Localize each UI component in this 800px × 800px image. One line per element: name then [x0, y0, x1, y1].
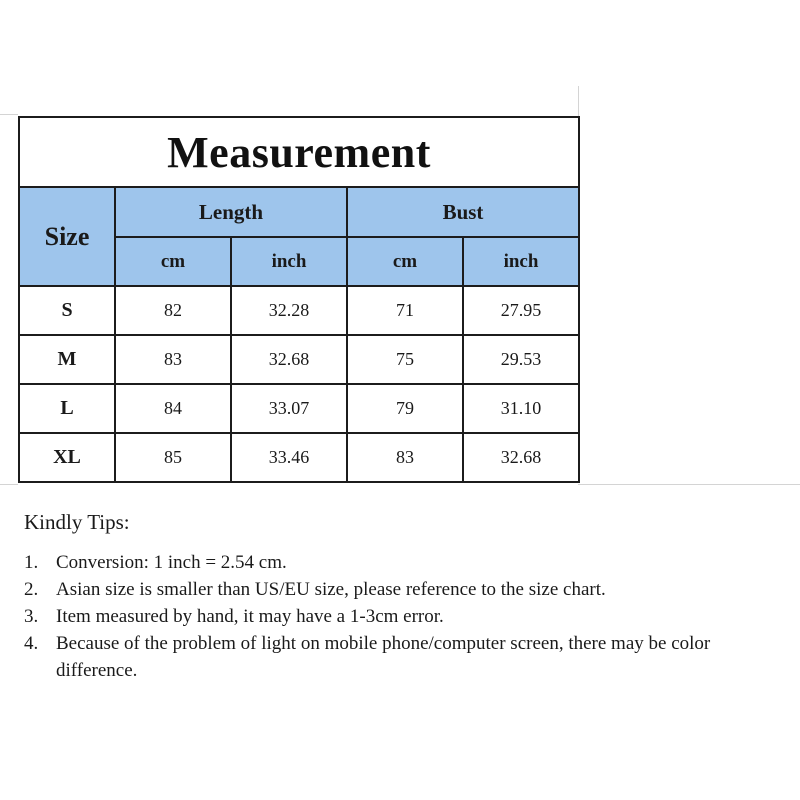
tips-title: Kindly Tips: — [24, 510, 130, 534]
size-cell: XL — [19, 433, 115, 482]
list-text: Because of the problem of light on mobile phone/computer screen, there may be color difference. — [56, 633, 711, 681]
grid-line — [578, 484, 800, 485]
list-text: Asian size is smaller than US/EU size, please reference to the size chart. — [56, 579, 606, 600]
length-inch-cell: 32.28 — [231, 286, 347, 335]
list-item — [24, 549, 794, 576]
length-inch-header: inch — [231, 237, 347, 286]
length-inch-cell: 33.07 — [231, 384, 347, 433]
table-row — [19, 286, 579, 335]
length-cm-cell: 83 — [115, 335, 231, 384]
grid-line — [0, 114, 18, 115]
length-header: Length — [115, 187, 347, 237]
bust-cm-header: cm — [347, 237, 463, 286]
list-number: 4. — [24, 633, 39, 654]
bust-header: Bust — [347, 187, 579, 237]
bust-inch-cell: 31.10 — [463, 384, 579, 433]
list-number: 2. — [24, 579, 39, 600]
list-item — [24, 630, 794, 684]
list-text: Conversion: 1 inch = 2.54 cm. — [56, 552, 287, 573]
length-cm-cell: 84 — [115, 384, 231, 433]
size-chart-table — [18, 116, 580, 483]
list-number: 1. — [24, 552, 39, 573]
size-cell: S — [19, 286, 115, 335]
bust-inch-cell: 32.68 — [463, 433, 579, 482]
length-inch-cell: 32.68 — [231, 335, 347, 384]
list-item — [24, 576, 794, 603]
length-cm-cell: 85 — [115, 433, 231, 482]
bust-inch-cell: 27.95 — [463, 286, 579, 335]
grid-line — [578, 86, 579, 116]
list-number: 3. — [24, 606, 39, 627]
bust-cm-cell: 79 — [347, 384, 463, 433]
grid-line — [0, 484, 18, 485]
table-row — [19, 433, 579, 482]
size-header: Size — [19, 187, 115, 286]
length-inch-cell: 33.46 — [231, 433, 347, 482]
table-row — [19, 384, 579, 433]
list-text: Item measured by hand, it may have a 1-3cm error. — [56, 606, 444, 627]
tips-list — [24, 549, 794, 684]
table-title: Measurement — [19, 117, 579, 187]
list-item — [24, 603, 794, 630]
length-cm-cell: 82 — [115, 286, 231, 335]
group-header-row — [19, 187, 579, 237]
size-cell: L — [19, 384, 115, 433]
title-row — [19, 117, 579, 187]
size-cell: M — [19, 335, 115, 384]
kindly-tips — [24, 510, 794, 684]
length-cm-header: cm — [115, 237, 231, 286]
table-row — [19, 335, 579, 384]
bust-inch-header: inch — [463, 237, 579, 286]
bust-cm-cell: 83 — [347, 433, 463, 482]
bust-cm-cell: 71 — [347, 286, 463, 335]
bust-cm-cell: 75 — [347, 335, 463, 384]
bust-inch-cell: 29.53 — [463, 335, 579, 384]
